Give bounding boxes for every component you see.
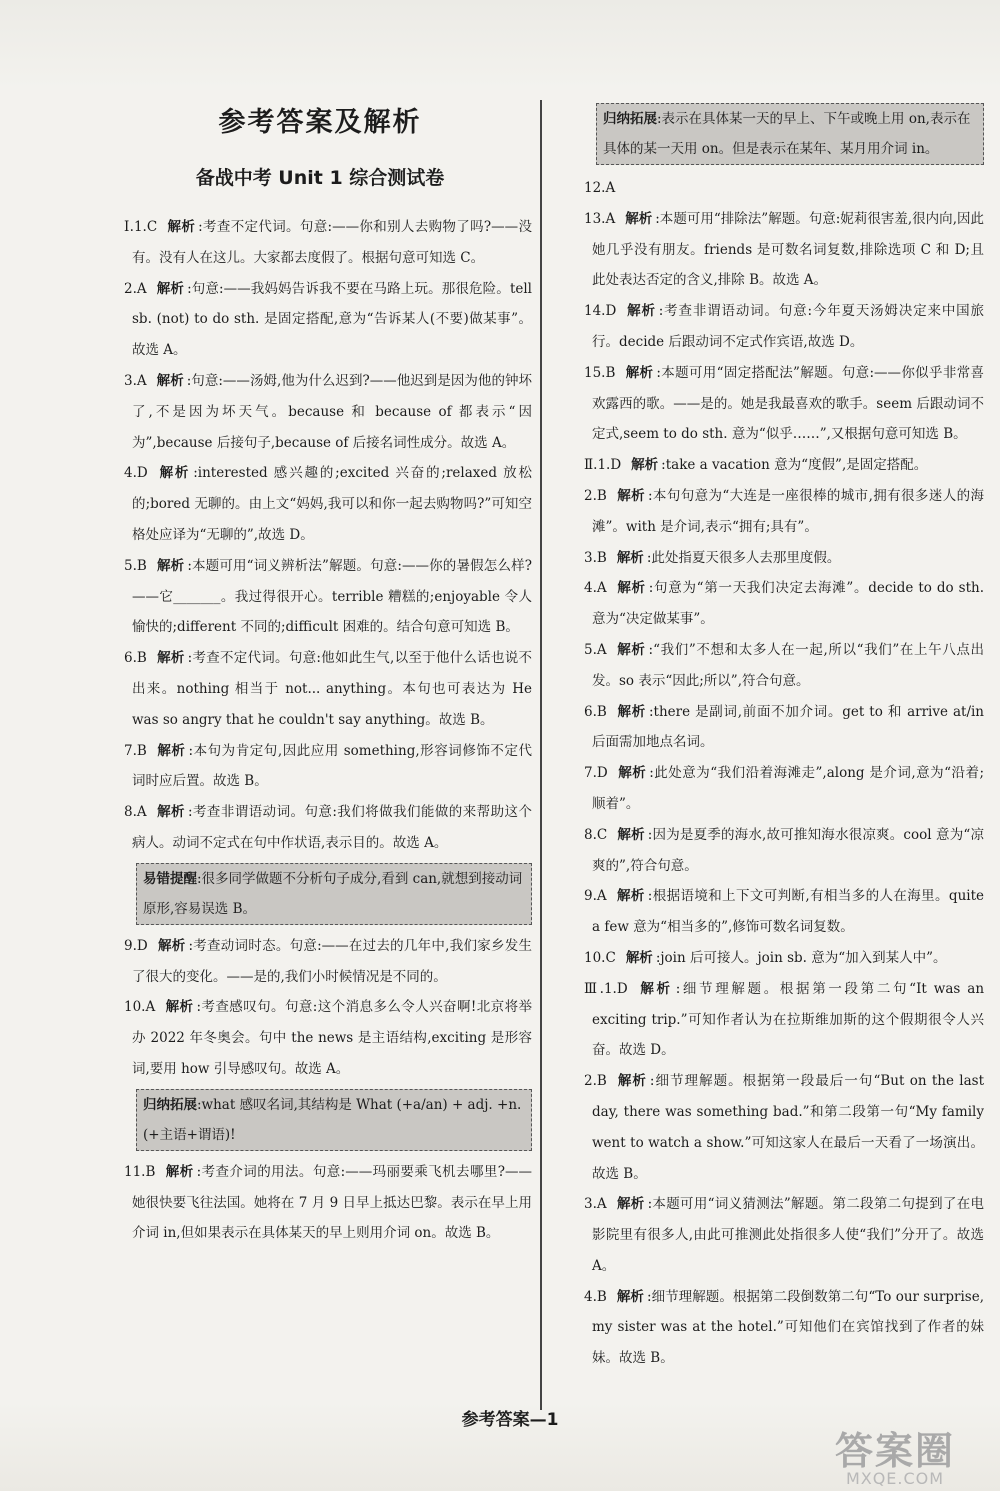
analysis-label: 解析 xyxy=(157,465,191,482)
answer-item xyxy=(566,573,984,635)
analysis-text: :本句为肯定句,因此应用 something,形容词修饰不定代词时应后置。故选 B。 xyxy=(132,742,533,790)
analysis-text: :考查感叹句。句意:这个消息多么令人兴奋啊!北京将举办 2022 年冬奥会。句中 the news 是主语结构,exciting 是形容词,要用 how 引导感叹句。故选 A。 xyxy=(132,999,532,1077)
answer-number: 2.B xyxy=(584,1073,607,1090)
answer-item xyxy=(106,366,532,458)
answer-item xyxy=(566,974,984,1066)
answer-item xyxy=(566,820,984,882)
analysis-label: 解析 xyxy=(631,457,659,474)
analysis-text: :“我们”不想和太多人在一起,所以“我们”在上午八点出发。so 表示“因此;所以”,符合句意。 xyxy=(592,641,985,689)
note-text: :很多同学做题不分析句子成分,看到 can,就想到接动词原形,容易误选 B。 xyxy=(143,870,523,917)
analysis-label: 解析 xyxy=(616,888,645,905)
analysis-label: 解析 xyxy=(616,703,646,720)
answer-number: 2.B xyxy=(584,487,607,504)
answer-item xyxy=(106,931,532,993)
analysis-label: 解析 xyxy=(617,826,645,843)
analysis-label: 解析 xyxy=(625,949,653,966)
note-box xyxy=(136,1089,532,1151)
analysis-label: 解析 xyxy=(616,549,644,566)
note-label: 归纳拓展 xyxy=(603,111,657,127)
analysis-text: :句意为“第一天我们决定去海滩”。decide to do sth. 意为“决定做某事”。 xyxy=(592,580,985,628)
note-label: 归纳拓展 xyxy=(143,1096,197,1113)
answer-item xyxy=(566,296,984,358)
analysis-text: :take a vacation 意为“度假”,是固定搭配。 xyxy=(661,457,928,474)
analysis-text: :本题可用“固定搭配法”解题。句意:——你似乎非常喜欢露西的歌。——是的。她是我最喜欢的歌手。seem 后跟动词不定式,seem to do sth. 意为“似乎……”,又根据句意可知选 B。 xyxy=(592,364,985,443)
answer-item xyxy=(566,204,984,296)
analysis-text: :考查非谓语动词。句意:我们将做我们能做的来帮助这个病人。动词不定式在句中作状语,表示目的。故选 A。 xyxy=(132,804,532,851)
answer-item xyxy=(566,1282,984,1374)
answer-number: 5.A xyxy=(584,641,607,658)
answer-item xyxy=(106,458,532,550)
answer-number: 8.A xyxy=(124,804,147,821)
analysis-text: :细节理解题。根据第二段倒数第二句“To our surprise, my sister was at the hotel.”可知他们在宾馆找到了作者的妹妹。故选 B。 xyxy=(592,1288,985,1367)
analysis-text: :根据语境和上下文可判断,有相当多的人在海里。quite a few 意为“相当多的”,修饰可数名词复数。 xyxy=(592,888,984,936)
answer-number: 4.A xyxy=(584,580,607,597)
answer-item xyxy=(106,274,532,366)
answer-number: 3.A xyxy=(124,372,147,389)
analysis-label: 解析 xyxy=(156,280,185,297)
answer-number: 7.D xyxy=(584,765,608,782)
answer-number: 9.D xyxy=(124,937,148,954)
answer-number: 15.B xyxy=(584,364,616,381)
analysis-text: :本题可用“词义辨析法”解题。句意:——你的暑假怎么样?——它_______。我过得很开心。terrible 糟糕的;enjoyable 令人愉快的;different 不同的;difficult 困难的。结合句意可知选 B。 xyxy=(132,557,533,636)
page-footer: 参考答案—1 xyxy=(461,1410,559,1430)
answer-number: 13.A xyxy=(584,210,616,227)
analysis-text: :因为是夏季的海水,故可推知海水很凉爽。cool 意为“凉爽的”,符合句意。 xyxy=(592,826,985,874)
answer-item xyxy=(566,697,984,759)
analysis-text: :细节理解题。根据第一段第二句“It was an exciting trip.”可知作者认为在拉斯维加斯的这个假期很令人兴奋。故选 D。 xyxy=(592,980,985,1059)
answer-item xyxy=(106,1157,532,1249)
answer-item xyxy=(566,543,984,574)
answer-number: 3.A xyxy=(584,1196,607,1213)
note-label: 易错提醒 xyxy=(143,870,197,887)
analysis-label: 解析 xyxy=(616,1073,647,1090)
analysis-label: 解析 xyxy=(637,980,673,997)
analysis-text: :本句句意为“大连是一座很棒的城市,拥有很多迷人的海滩”。with 是介词,表示“拥有;具有”。 xyxy=(592,487,984,535)
answer-item xyxy=(566,943,984,974)
analysis-label: 解析 xyxy=(156,650,185,667)
analysis-text: :考查非谓语动词。句意:今年夏天汤姆决定来中国旅行。decide 后跟动词不定式作宾语,故选 D。 xyxy=(592,303,984,350)
note-text: :表示在具体某一天的早上、下午或晚上用 on,表示在具体的某一天用 on。但是表示在某年、某月用介词 in。 xyxy=(603,111,971,157)
answer-item xyxy=(566,481,984,543)
analysis-label: 解析 xyxy=(616,1288,644,1305)
answer-number: 9.A xyxy=(584,888,607,905)
column-divider xyxy=(540,100,542,1410)
answer-number: Ⅲ.1.D xyxy=(584,980,628,997)
analysis-text: :此处指夏天很多人去那里度假。 xyxy=(646,549,841,566)
answer-number: 6.B xyxy=(584,703,607,720)
page-subtitle: 备战中考 Unit 1 综合测试卷 xyxy=(195,167,445,189)
analysis-label: 解析 xyxy=(157,937,186,954)
analysis-text: :there 是副词,前面不加介词。get to 和 arrive at/in 后面需加地点名词。 xyxy=(592,703,985,751)
analysis-label: 解析 xyxy=(156,742,186,759)
analysis-label: 解析 xyxy=(156,804,185,821)
answer-number: 14.D xyxy=(584,303,617,320)
answer-item xyxy=(106,551,532,643)
analysis-text: :本题可用“词义猜测法”解题。第二段第二句提到了在电影院里有很多人,由此可推测此处指很多人使“我们”分开了。故选 A。 xyxy=(592,1196,985,1274)
answer-item xyxy=(566,635,984,697)
analysis-label: 解析 xyxy=(626,303,656,320)
answer-number: 4.D xyxy=(124,465,148,482)
answer-item xyxy=(566,173,984,204)
answer-number: 8.C xyxy=(584,826,608,843)
note-box xyxy=(596,103,984,165)
answer-item xyxy=(566,1189,984,1281)
analysis-label: 解析 xyxy=(167,219,196,235)
answer-item xyxy=(566,881,984,943)
analysis-text: :interested 感兴趣的;excited 兴奋的;relaxed 放松的;bored 无聊的。由上文“妈妈,我可以和你一起去购物吗?”可知空格处应译为“无聊的”,故选 D。 xyxy=(132,465,532,543)
answer-item xyxy=(566,758,984,820)
answer-item xyxy=(106,797,532,859)
answer-item xyxy=(106,643,532,735)
answer-number: 11.B xyxy=(124,1163,156,1180)
answer-number: 4.B xyxy=(584,1288,607,1305)
analysis-label: 解析 xyxy=(156,372,184,389)
analysis-text: :join 后可接人。join sb. 意为“加入到某人中”。 xyxy=(655,949,947,966)
analysis-text: :句意:——汤姆,他为什么迟到?——他迟到是因为他的钟坏了,不是因为坏天气。because 和 because of 都表示“因为”,because 后接句子,because of 后接名词性成分。故选 A。 xyxy=(132,372,532,451)
analysis-label: 解析 xyxy=(625,210,653,227)
note-box xyxy=(136,863,532,925)
note-text: :what 感叹名词,其结构是 What (+a/an) + adj. +n. (+主语+谓语)! xyxy=(143,1096,522,1143)
analysis-label: 解析 xyxy=(165,999,194,1016)
answer-number: Ⅱ.1.D xyxy=(584,457,622,474)
analysis-text: :考查介词的用法。句意:——玛丽要乘飞机去哪里?——她很快要飞往法国。她将在 7 月 9 日早上抵达巴黎。表示在早上用介词 in,但如果表示在具体某天的早上则用介词 on。故选 B。 xyxy=(132,1163,533,1242)
analysis-text: :此处意为“我们沿着海滩走”,along 是介词,意为“沿着;顺着”。 xyxy=(592,765,985,812)
watermark-text: 答案圈 xyxy=(834,1429,955,1473)
answer-number: Ⅰ.1.C xyxy=(124,219,158,235)
analysis-label: 解析 xyxy=(616,641,646,658)
right-column xyxy=(566,111,985,1374)
left-column xyxy=(106,212,532,1249)
analysis-text: :考查不定代词。句意:——你和别人去购物了吗?——没有。没有人在这儿。大家都去度假了。根据句意可知选 C。 xyxy=(132,219,532,266)
answer-number: 2.A xyxy=(124,280,147,297)
answer-item xyxy=(106,992,532,1084)
analysis-text: :考查不定代词。句意:他如此生气,以至于他什么话也说不出来。nothing 相当于 not... anything。本句也可表达为 He was so angry that he couldn't say anything。故选 B。 xyxy=(132,650,533,728)
analysis-text: :本题可用“排除法”解题。句意:妮莉很害羞,很内向,因此她几乎没有朋友。friends 是可数名词复数,排除选项 C 和 D;且此处表达否定的含义,排除 B。故选 A。 xyxy=(592,210,984,289)
answer-item xyxy=(106,212,532,274)
analysis-label: 解析 xyxy=(616,580,646,597)
answer-number: 3.B xyxy=(584,549,607,566)
page-title: 参考答案及解析 xyxy=(218,107,422,138)
answer-item xyxy=(566,450,984,481)
analysis-label: 解析 xyxy=(156,557,185,574)
answer-number: 10.A xyxy=(124,999,156,1016)
analysis-label: 解析 xyxy=(616,1196,645,1213)
answer-number: 12.A xyxy=(584,180,616,196)
watermark-logo xyxy=(800,1420,990,1488)
analysis-text: :考查动词时态。句意:——在过去的几年中,我们家乡发生了很大的变化。——是的,我们小时候情况是不同的。 xyxy=(132,937,532,985)
analysis-label: 解析 xyxy=(165,1163,194,1180)
answer-number: 5.B xyxy=(124,557,147,574)
answer-item xyxy=(106,736,532,798)
answer-number: 6.B xyxy=(124,650,147,667)
analysis-text: :细节理解题。根据第一段最后一句“But on the last day, there was something bad.”和第二段第一句“My family went to watch a show.”可知这家人在最后一天看了一场演出。故选 B。 xyxy=(592,1073,985,1182)
answer-number: 10.C xyxy=(584,949,616,966)
answer-item xyxy=(566,1066,984,1189)
analysis-text: :句意:——我妈妈告诉我不要在马路上玩。那很危险。tell sb. (not) to do sth. 是固定搭配,意为“告诉某人(不要)做某事”。故选 A。 xyxy=(132,280,532,359)
answer-item xyxy=(566,358,984,450)
watermark-url: MXQE.COM xyxy=(845,1469,945,1488)
answer-number: 7.B xyxy=(124,742,147,759)
analysis-label: 解析 xyxy=(616,487,645,504)
analysis-label: 解析 xyxy=(625,364,654,381)
analysis-label: 解析 xyxy=(617,765,647,782)
